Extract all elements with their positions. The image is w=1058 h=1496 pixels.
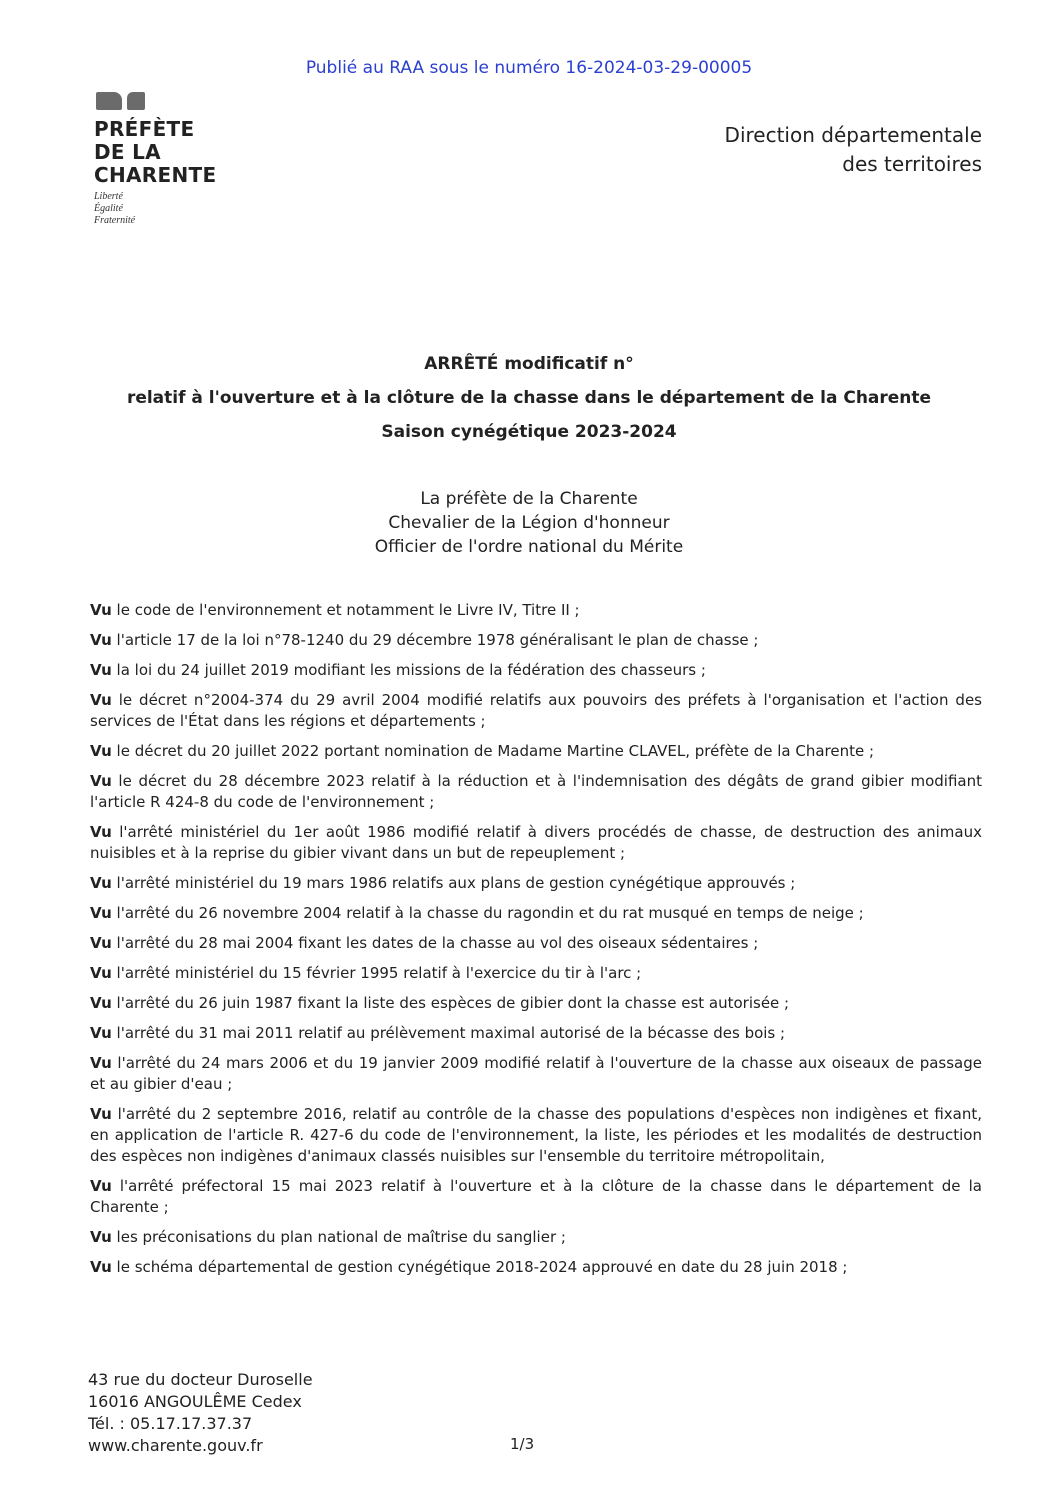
vu-paragraph <box>90 993 982 1014</box>
vu-paragraph <box>90 660 982 681</box>
title-line-1: ARRÊTÉ modificatif n° <box>424 354 634 374</box>
vu-text: le schéma départemental de gestion cynégétique 2018-2024 approuvé en date du 28 juin 2018 ; <box>116 1258 848 1276</box>
logo-line-3: CHARENTE <box>94 163 217 187</box>
vu-label: Vu <box>90 691 112 709</box>
vu-label: Vu <box>90 631 112 649</box>
vu-text: l'arrêté ministériel du 19 mars 1986 relatifs aux plans de gestion cynégétique approuvés ; <box>116 874 796 892</box>
vu-label: Vu <box>90 934 112 952</box>
vu-paragraph <box>90 771 982 813</box>
vu-text: le décret du 20 juillet 2022 portant nomination de Madame Martine CLAVEL, préfète de la Charente ; <box>116 742 875 760</box>
republic-motto <box>94 191 244 227</box>
vu-paragraph <box>90 741 982 762</box>
vu-text: l'article 17 de la loi n°78-1240 du 29 décembre 1978 généralisant le plan de chasse ; <box>116 631 759 649</box>
logo-line-1: PRÉFÈTE <box>94 117 195 141</box>
signatory-line-3: Officier de l'ordre national du Mérite <box>374 537 684 557</box>
vu-paragraph <box>90 1023 982 1044</box>
vu-paragraph <box>90 963 982 984</box>
vu-label: Vu <box>90 601 112 619</box>
address-footer <box>88 1369 313 1457</box>
vu-paragraph <box>90 822 982 864</box>
vu-label: Vu <box>90 994 112 1012</box>
vu-paragraph <box>90 600 982 621</box>
vu-label: Vu <box>90 772 112 790</box>
title-line-3: Saison cynégétique 2023-2024 <box>381 422 677 442</box>
raa-publication-header: Publié au RAA sous le numéro 16-2024-03-29-00005 <box>305 58 753 78</box>
motto-liberte: Liberté <box>94 191 123 202</box>
vu-label: Vu <box>90 1024 112 1042</box>
document-title <box>0 355 1058 457</box>
vu-paragraph <box>90 1227 982 1248</box>
legal-basis-list <box>90 600 982 1287</box>
vu-label: Vu <box>90 904 112 922</box>
vu-paragraph <box>90 933 982 954</box>
issuing-direction <box>725 121 982 179</box>
vu-text: le décret n°2004-374 du 29 avril 2004 modifié relatifs aux pouvoirs des préfets à l'organisation et l'action des services de l'État dans les régions et départements ; <box>90 691 982 730</box>
signatory-line-2: Chevalier de la Légion d'honneur <box>388 513 670 533</box>
vu-label: Vu <box>90 742 112 760</box>
vu-text: l'arrêté du 24 mars 2006 et du 19 janvier 2009 modifié relatif à l'ouverture de la chasse aux oiseaux de passage et au gibier d'eau ; <box>90 1054 982 1093</box>
vu-label: Vu <box>90 1258 112 1276</box>
vu-text: la loi du 24 juillet 2019 modifiant les missions de la fédération des chasseurs ; <box>116 661 706 679</box>
footer-phone: Tél. : 05.17.17.37.37 <box>88 1414 253 1433</box>
vu-label: Vu <box>90 964 112 982</box>
vu-text: les préconisations du plan national de maîtrise du sanglier ; <box>116 1228 566 1246</box>
vu-label: Vu <box>90 661 112 679</box>
vu-label: Vu <box>90 1177 112 1195</box>
vu-text: l'arrêté du 28 mai 2004 fixant les dates de la chasse au vol des oiseaux sédentaires ; <box>116 934 759 952</box>
vu-text: l'arrêté du 26 juin 1987 fixant la liste des espèces de gibier dont la chasse est autorisée ; <box>116 994 790 1012</box>
marianne-icon <box>96 92 244 110</box>
signatory-line-1: La préfète de la Charente <box>420 489 638 509</box>
vu-label: Vu <box>90 874 112 892</box>
vu-text: l'arrêté du 31 mai 2011 relatif au prélèvement maximal autorisé de la bécasse des bois ; <box>116 1024 786 1042</box>
vu-text: l'arrêté du 26 novembre 2004 relatif à la chasse du ragondin et du rat musqué en temps de neige ; <box>116 904 864 922</box>
prefecture-logo <box>94 92 244 227</box>
motto-fraternite: Fraternité <box>94 215 136 226</box>
vu-paragraph <box>90 1053 982 1095</box>
vu-paragraph <box>90 630 982 651</box>
vu-label: Vu <box>90 823 112 841</box>
vu-paragraph <box>90 1176 982 1218</box>
vu-label: Vu <box>90 1054 112 1072</box>
direction-line-2: des territoires <box>842 152 982 176</box>
vu-text: l'arrêté ministériel du 1er août 1986 modifié relatif à divers procédés de chasse, de destruction des animaux nuisibles et à la reprise du gibier vivant dans un but de repeuplement ; <box>90 823 982 862</box>
vu-text: l'arrêté du 2 septembre 2016, relatif au contrôle de la chasse des populations d'espèces non indigènes et fixant, en application de l'article R. 427-6 du code de l'environnement, la liste, les périodes et les modalités de destruction des espèces non indigènes d'animaux classés nuisibles sur l'ensemble du territoire métropolitain, <box>90 1105 982 1165</box>
footer-street: 43 rue du docteur Duroselle <box>88 1370 313 1389</box>
vu-paragraph <box>90 1104 982 1167</box>
page-number: 1/3 <box>510 1435 535 1453</box>
motto-egalite: Égalité <box>94 203 123 214</box>
vu-text: l'arrêté préfectoral 15 mai 2023 relatif à l'ouverture et à la clôture de la chasse dans le département de la Charente ; <box>90 1177 982 1216</box>
vu-label: Vu <box>90 1105 112 1123</box>
vu-text: le code de l'environnement et notamment le Livre IV, Titre II ; <box>116 601 580 619</box>
footer-website: www.charente.gouv.fr <box>88 1436 263 1455</box>
vu-text: l'arrêté ministériel du 15 février 1995 relatif à l'exercice du tir à l'arc ; <box>116 964 642 982</box>
logo-line-2: DE LA <box>94 140 161 164</box>
vu-paragraph <box>90 873 982 894</box>
vu-label: Vu <box>90 1228 112 1246</box>
vu-text: le décret du 28 décembre 2023 relatif à la réduction et à l'indemnisation des dégâts de grand gibier modifiant l'article R 424-8 du code de l'environnement ; <box>90 772 982 811</box>
direction-line-1: Direction départementale <box>724 123 982 147</box>
vu-paragraph <box>90 1257 982 1278</box>
vu-paragraph <box>90 903 982 924</box>
title-line-2: relatif à l'ouverture et à la clôture de la chasse dans le département de la Charente <box>126 388 932 408</box>
footer-city: 16016 ANGOULÊME Cedex <box>88 1392 302 1411</box>
signatory-block <box>0 487 1058 559</box>
vu-paragraph <box>90 690 982 732</box>
